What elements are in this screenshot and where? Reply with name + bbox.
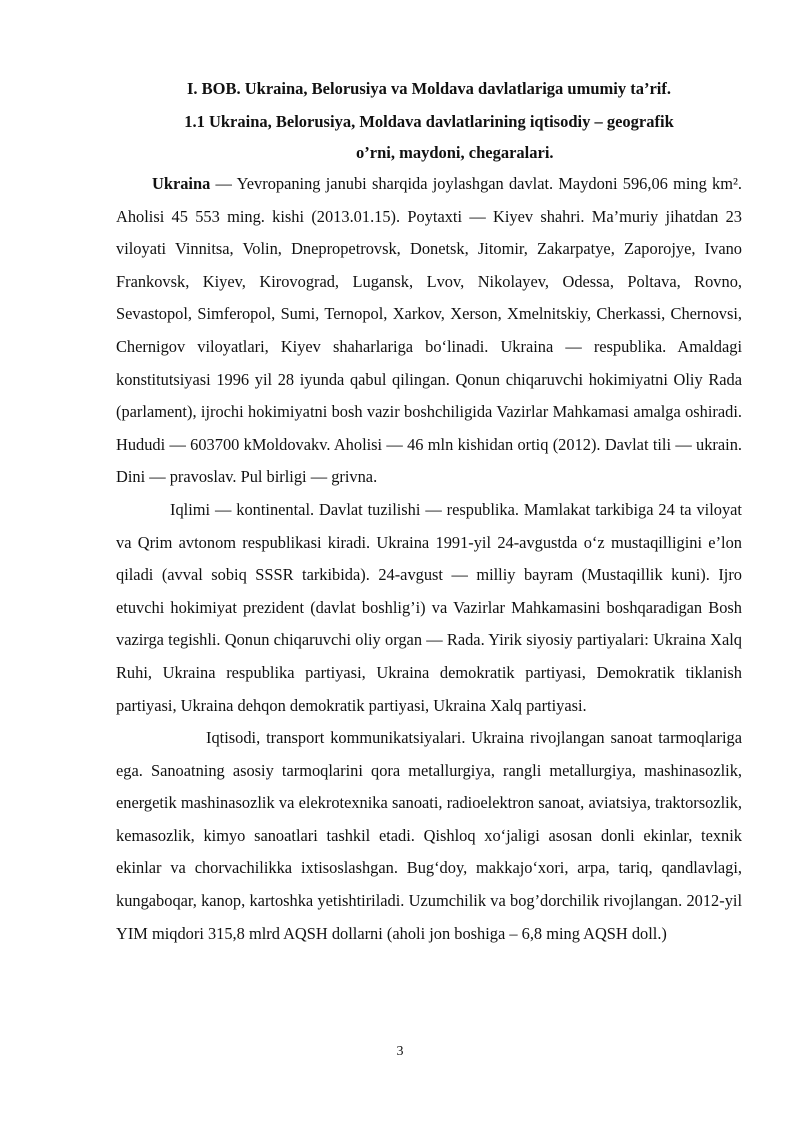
section-title-line1: 1.1 Ukraina, Belorusiya, Moldava davlatlarining iqtisodiy – geografik: [184, 112, 674, 131]
section-title-line2: o’rni, maydoni, chegaralari.: [356, 143, 554, 162]
paragraph-economy: Iqtisodi, transport kommunikatsiyalari. Ukraina rivojlangan sanoat tarmoqlariga ega. Sanoatning asosiy tarmoqlarini qora metallurgiya, rangli metallurgiya, mashinasozlik, energetik mashinasozlik va elekrotexnika sanoati, radioelektron sanoat, aviatsiya, traktorsozlik, kemasozlik, kimyo sanoatlari tashkil etadi. Qishloq xo‘jaligi asosan donli ekinlar, texnik ekinlar va chorvachilikka ixtisoslashgan. Bug‘doy, makkajo‘xori, arpa, tariq, qandlavlagi, kungaboqar, kanop, kartoshka yetishtiriladi. Uzumchilik va bog’dorchilik rivojlangan. 2012-yil YIM miqdori 315,8 mlrd AQSH dollarni (aholi jon boshiga – 6,8 ming AQSH doll.): [116, 728, 742, 943]
paragraph-text: — Yevropaning janubi sharqida joylashgan davlat. Maydoni 596,06 ming km². Aholisi 45 553 ming. kishi (2013.01.15). Poytaxti — Kiyev shahri. Ma’muriy jihatdan 23 viloyati Vinnitsa, Volin, Dnepropetrovsk, Donetsk, Jitomir, Zakarpatye, Zaporojye, Ivano Frankovsk, Kiyev, Kirovograd, Lugansk, Lvov, Nikolayev, Odessa, Poltava, Rovno, Sevastopol, Simferopol, Sumi, Ternopol, Xarkov, Xerson, Xmelnitskiy, Cherkassi, Chernovsi, Chernigov viloyatlari, Kiyev shaharlariga bo‘linadi. Ukraina — respublika. Amaldagi konstitutsiyasi 1996 yil 28 iyunda qabul qilingan. Qonun chiqaruvchi hokimiyatni Oliy Rada (parlament), ijrochi hokimiyatni bosh vazir boshchiligida Vazirlar Mahkamasi amalga oshiradi. Hududi — 603700 kMoldovakv. Aholisi — 46 mln kishidan ortiq (2012). Davlat tili — ukrain. Dini — pravoslav. Pul birligi — grivna.: [116, 174, 742, 487]
paragraph-climate: Iqlimi — kontinental. Davlat tuzilishi — respublika. Mamlakat tarkibiga 24 ta viloyat va Qrim avtonom respublikasi kiradi. Ukraina 1991-yil 24-avgustda o‘z mustaqilligini e’lon qiladi (avval sobiq SSSR tarkibida). 24-avgust — milliy bayram (Mustaqillik kuni). Ijro etuvchi hokimiyat prezident (davlat boshlig’i) va Vazirlar Mahkamasini boshqaradigan Bosh vazirga tegishli. Qonun chiqaruvchi oliy organ — Rada. Yirik siyosiy partiyalari: Ukraina Xalq Ruhi, Ukraina respublika partiyasi, Ukraina demokratik partiyasi, Demokratik tiklanish partiyasi, Ukraina dehqon demokratik partiyasi, Ukraina Xalq partiyasi.: [116, 499, 742, 715]
lead-term: Ukraina: [152, 174, 211, 193]
page-number: 3: [396, 1044, 404, 1059]
chapter-title: I. BOB. Ukraina, Belorusiya va Moldava davlatlariga umumiy ta’rif.: [186, 79, 671, 98]
paragraph-ukraina-intro: [116, 168, 742, 494]
page-content: [116, 76, 742, 950]
